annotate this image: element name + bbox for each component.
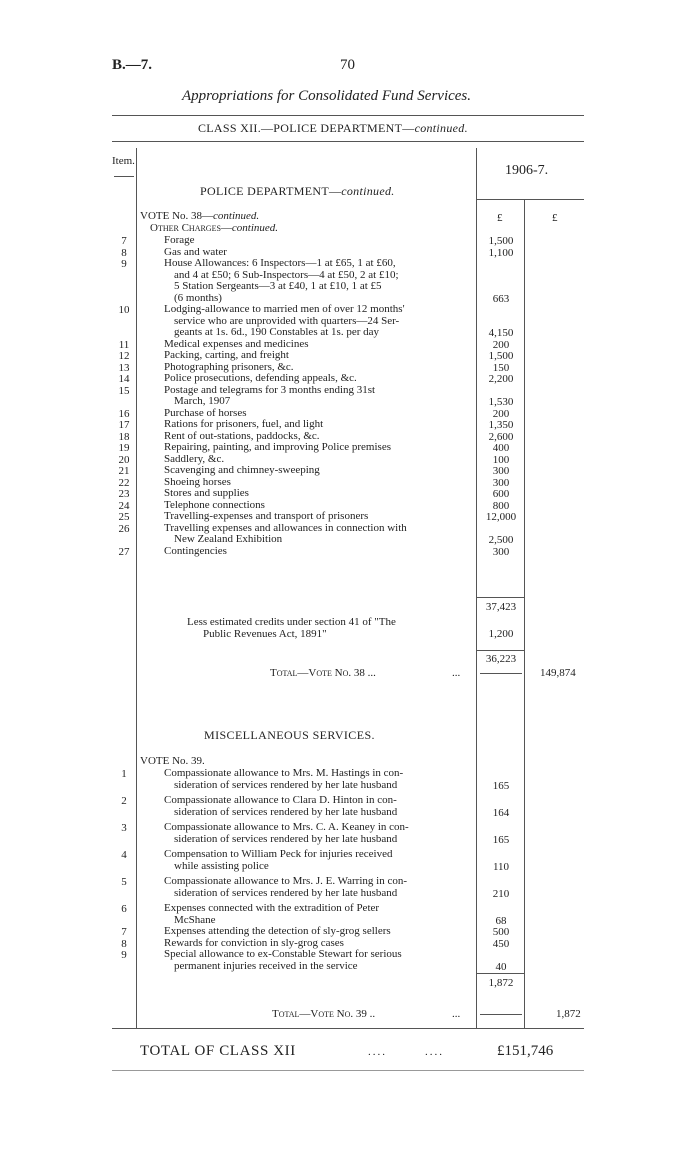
item-amount: 12,000 xyxy=(485,511,517,523)
item-number: 13 xyxy=(118,361,130,374)
police-net-rule xyxy=(476,650,524,651)
item-amount: 1,500 xyxy=(488,235,514,247)
class-title xyxy=(198,121,468,136)
item-number: 15 xyxy=(118,384,130,397)
vote-39-heading: VOTE No. 39. xyxy=(140,755,205,767)
item-number: 16 xyxy=(118,407,130,420)
item-number: 23 xyxy=(118,488,130,500)
item-description-line: sideration of services rendered by her late husband xyxy=(174,886,398,899)
item-amount: 200 xyxy=(492,407,510,420)
rule-under-class xyxy=(112,141,584,142)
vote-38-total-label: Total—Vote No. 38 ... xyxy=(270,667,376,679)
item-description-line: permanent injuries received in the service xyxy=(174,959,358,972)
vote-38-total-text: Total—Vote No. 38 xyxy=(270,667,365,679)
item-description-line: geants at 1s. 6d., 190 Constables at 1s. per day xyxy=(174,326,379,338)
item-description-line: Forage xyxy=(164,234,195,246)
grand-total-dots: .... .... xyxy=(368,1046,444,1058)
item-description-line: sideration of services rendered by her late husband xyxy=(174,778,398,791)
other-charges-cont: continued. xyxy=(231,222,279,234)
item-amount: 164 xyxy=(492,806,510,819)
item-amount: 300 xyxy=(492,545,510,558)
item-description-line: Telephone connections xyxy=(164,498,265,511)
item-description-line: and 4 at £50; 6 Sub-Inspectors—4 at £50, 2 at £10; xyxy=(174,268,399,281)
misc-subtotal: 1,872 xyxy=(488,977,514,989)
item-amount: 800 xyxy=(492,499,510,512)
item-number: 2 xyxy=(121,795,127,807)
item-description-line: New Zealand Exhibition xyxy=(174,533,283,545)
item-amount: 300 xyxy=(492,465,510,477)
grand-total-rule-top xyxy=(112,1028,584,1029)
item-number: 1 xyxy=(121,768,127,780)
item-description-line: Compensation to William Peck for injuries received xyxy=(164,848,393,860)
item-description-line: Lodging-allowance to married men of over 12 months' xyxy=(164,303,405,315)
item-description-line: Travelling expenses and allowances in connection with xyxy=(164,521,407,534)
other-charges-heading xyxy=(150,222,278,234)
item-amount: 4,150 xyxy=(488,327,514,339)
vote-38-main: VOTE No. 38— xyxy=(140,210,214,222)
item-amount: 1,500 xyxy=(488,350,514,362)
police-subtotal: 37,423 xyxy=(485,601,517,613)
vote-39-total-rule xyxy=(480,1014,522,1015)
misc-section-title: MISCELLANEOUS SERVICES. xyxy=(204,728,375,742)
vote-38-dots: ... xyxy=(452,667,461,679)
item-number: 3 xyxy=(121,822,127,834)
item-description-line: Medical expenses and medicines xyxy=(164,337,309,350)
item-number: 26 xyxy=(118,522,130,535)
item-description-line: sideration of services rendered by her late husband xyxy=(174,832,398,845)
item-description-line: Expenses connected with the extradition of Peter xyxy=(164,902,380,914)
item-description-line: Photographing prisoners, &c. xyxy=(164,360,294,373)
year-header-rule xyxy=(476,199,584,200)
grand-total-label: TOTAL OF CLASS XII xyxy=(140,1043,296,1059)
year-header: 1906-7. xyxy=(505,163,549,178)
item-description-line: (6 months) xyxy=(174,291,222,304)
item-amount: 663 xyxy=(492,292,510,305)
class-title-main: CLASS XII.—POLICE DEPARTMENT— xyxy=(198,121,415,135)
item-amount: 1,530 xyxy=(488,396,514,408)
item-number: 27 xyxy=(118,545,130,558)
police-section-title-main: POLICE DEPARTMENT— xyxy=(200,184,342,198)
amount-column-rule-right xyxy=(524,200,525,1028)
item-number: 24 xyxy=(118,499,130,512)
police-section-title xyxy=(200,184,395,199)
item-description-line: Stores and supplies xyxy=(164,487,249,499)
item-description-line: Postage and telegrams for 3 months ending 31st xyxy=(164,383,376,396)
item-description-line: Packing, carting, and freight xyxy=(164,349,289,361)
police-subtotal-rule xyxy=(476,597,524,598)
other-charges-main: Other Charges— xyxy=(150,222,232,234)
item-description-line: Compassionate allowance to Clara D. Hinton in con- xyxy=(164,794,397,806)
item-number: 14 xyxy=(118,373,130,385)
currency-symbol-col2: £ xyxy=(552,212,558,224)
item-header-underline xyxy=(114,176,134,177)
item-number: 22 xyxy=(118,476,130,489)
item-number: 18 xyxy=(118,430,130,443)
vote-39-total-text: Total—Vote No. 39 xyxy=(272,1008,367,1020)
grand-total-rule-bottom xyxy=(112,1070,584,1071)
item-number: 12 xyxy=(118,350,130,362)
item-amount: 165 xyxy=(492,833,510,846)
item-description-line: House Allowances: 6 Inspectors—1 at £65, 1 at £60, xyxy=(164,257,396,269)
item-description-line: Rewards for conviction in sly-grog cases xyxy=(164,936,344,949)
item-amount: 150 xyxy=(492,361,510,374)
item-column-header: Item. xyxy=(112,155,135,167)
item-amount: 1,350 xyxy=(488,419,514,431)
credits-amount: 1,200 xyxy=(488,628,514,640)
item-number: 20 xyxy=(118,453,130,466)
item-amount: 2,600 xyxy=(488,430,514,443)
item-description-line: Travelling-expenses and transport of prisoners xyxy=(164,510,369,522)
item-amount: 200 xyxy=(492,338,510,351)
item-description-line: Compassionate allowance to Mrs. M. Hastings in con- xyxy=(164,767,404,779)
item-description-line: 5 Station Sergeants—3 at £40, 1 at £10, 1 at £5 xyxy=(174,280,382,292)
running-title: Appropriations for Consolidated Fund Services. xyxy=(182,88,472,104)
police-section-title-cont: continued. xyxy=(341,184,395,198)
item-description-line: McShane xyxy=(174,913,216,926)
item-amount: 100 xyxy=(492,453,510,466)
item-number: 21 xyxy=(118,465,130,477)
item-description-line: Shoeing horses xyxy=(164,475,231,488)
item-amount: 2,200 xyxy=(488,373,514,385)
item-amount: 40 xyxy=(495,960,507,973)
item-description-line: Special allowance to ex-Constable Stewart for serious xyxy=(164,948,402,960)
item-number: 9 xyxy=(121,258,127,270)
vote-38-cont: continued. xyxy=(213,210,260,222)
item-number: 6 xyxy=(121,903,127,915)
item-amount: 300 xyxy=(492,476,510,489)
item-description-line: service who are unprovided with quarters—24 Ser- xyxy=(174,314,400,327)
item-amount: 500 xyxy=(492,926,510,938)
item-description-line: Compassionate allowance to Mrs. J. E. Warring in con- xyxy=(164,875,407,887)
item-number: 7 xyxy=(121,926,127,938)
item-description-line: Contingencies xyxy=(164,544,227,557)
item-column-rule xyxy=(136,148,137,1028)
vote-39-total-amount: 1,872 xyxy=(556,1008,581,1020)
item-description-line: Scavenging and chimney-sweeping xyxy=(164,464,320,476)
item-amount: 450 xyxy=(492,937,510,950)
item-description-line: Rent of out-stations, paddocks, &c. xyxy=(164,429,320,442)
item-description-line: Saddlery, &c. xyxy=(164,452,225,465)
amount-column-rule-left xyxy=(476,148,477,1028)
item-number: 5 xyxy=(121,876,127,888)
item-amount: 600 xyxy=(492,488,510,500)
item-number: 7 xyxy=(121,235,127,247)
rule-top xyxy=(112,115,584,116)
item-description-line: Compassionate allowance to Mrs. C. A. Keaney in con- xyxy=(164,821,409,833)
item-description-line: Purchase of horses xyxy=(164,406,247,419)
credits-line-1: Less estimated credits under section 41 of "The xyxy=(187,616,396,628)
item-number: 9 xyxy=(121,949,127,961)
currency-symbol-col1: £ xyxy=(497,212,503,224)
vote-38-total-amount: 149,874 xyxy=(540,667,576,679)
item-amount: 165 xyxy=(492,779,510,792)
item-number: 25 xyxy=(118,511,130,523)
item-number: 8 xyxy=(121,937,127,950)
vote-38-total-rule xyxy=(480,673,522,674)
item-amount: 210 xyxy=(492,887,510,900)
misc-subtotal-rule xyxy=(476,973,524,974)
item-description-line: Expenses attending the detection of sly-grog sellers xyxy=(164,925,391,937)
item-number: 8 xyxy=(121,246,127,259)
vote-38-heading xyxy=(140,210,259,222)
vote-39-total-label: Total—Vote No. 39 .. xyxy=(272,1008,376,1020)
item-amount: 68 xyxy=(495,914,507,927)
item-amount: 400 xyxy=(492,442,510,454)
item-amount: 110 xyxy=(492,860,510,873)
item-number: 19 xyxy=(118,442,130,454)
item-description-line: March, 1907 xyxy=(174,395,231,407)
grand-total-amount: £151,746 xyxy=(497,1043,554,1059)
document-ref: B.—7. xyxy=(112,57,153,73)
item-description-line: while assisting police xyxy=(174,859,269,872)
item-number: 10 xyxy=(118,304,130,316)
item-amount: 1,100 xyxy=(488,246,514,259)
page-number: 70 xyxy=(340,57,355,73)
class-title-cont: continued. xyxy=(414,121,468,135)
item-description-line: Police prosecutions, defending appeals, &c. xyxy=(164,372,357,384)
item-amount: 2,500 xyxy=(488,534,514,546)
credits-line-2: Public Revenues Act, 1891" xyxy=(203,628,327,640)
vote-39-dots: ... xyxy=(452,1008,461,1020)
item-number: 4 xyxy=(121,849,127,861)
item-description-line: Rations for prisoners, fuel, and light xyxy=(164,418,324,430)
item-description-line: Gas and water xyxy=(164,245,227,258)
item-description-line: sideration of services rendered by her late husband xyxy=(174,805,398,818)
item-description-line: Repairing, painting, and improving Police premises xyxy=(164,441,391,453)
item-number: 17 xyxy=(118,419,130,431)
police-net: 36,223 xyxy=(485,653,517,665)
item-number: 11 xyxy=(118,338,130,351)
